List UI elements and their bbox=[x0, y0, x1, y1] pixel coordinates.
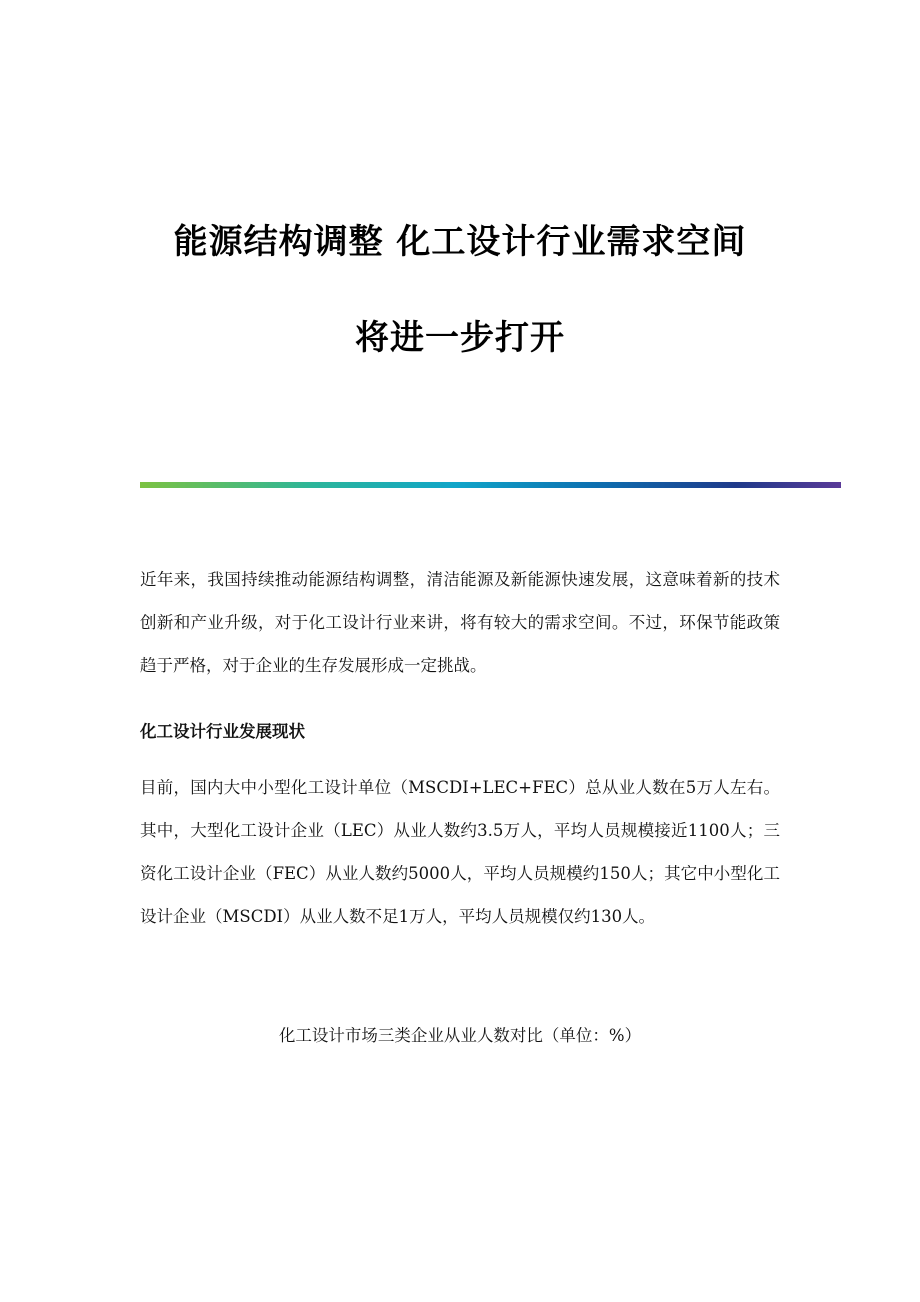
figure-caption: 化工设计市场三类企业从业人数对比（单位：%） bbox=[278, 1026, 642, 1045]
document-title-line-1: 能源结构调整 化工设计行业需求空间 bbox=[173, 222, 747, 262]
status-paragraph: 目前，国内大中小型化工设计单位（MSCDI+LEC+FEC）总从业人数在5万人左右。其中，大型化工设计企业（LEC）从业人数约3.5万人，平均人员规模接近1100人；三资化工设计企业（FEC）从业人数约5000人，平均人员规模约150人；其它中小型化工设计企业（MSCDI）从业人数不足1万人，平均人员规模仅约130人。 bbox=[140, 778, 780, 926]
document-title-line-2: 将进一步打开 bbox=[355, 318, 565, 358]
gradient-divider bbox=[140, 482, 841, 488]
section-heading: 化工设计行业发展现状 bbox=[140, 722, 305, 741]
intro-paragraph: 近年来，我国持续推动能源结构调整，清洁能源及新能源快速发展，这意味着新的技术创新和产业升级，对于化工设计行业来讲，将有较大的需求空间。不过，环保节能政策趋于严格，对于企业的生存发展形成一定挑战。 bbox=[140, 570, 780, 675]
